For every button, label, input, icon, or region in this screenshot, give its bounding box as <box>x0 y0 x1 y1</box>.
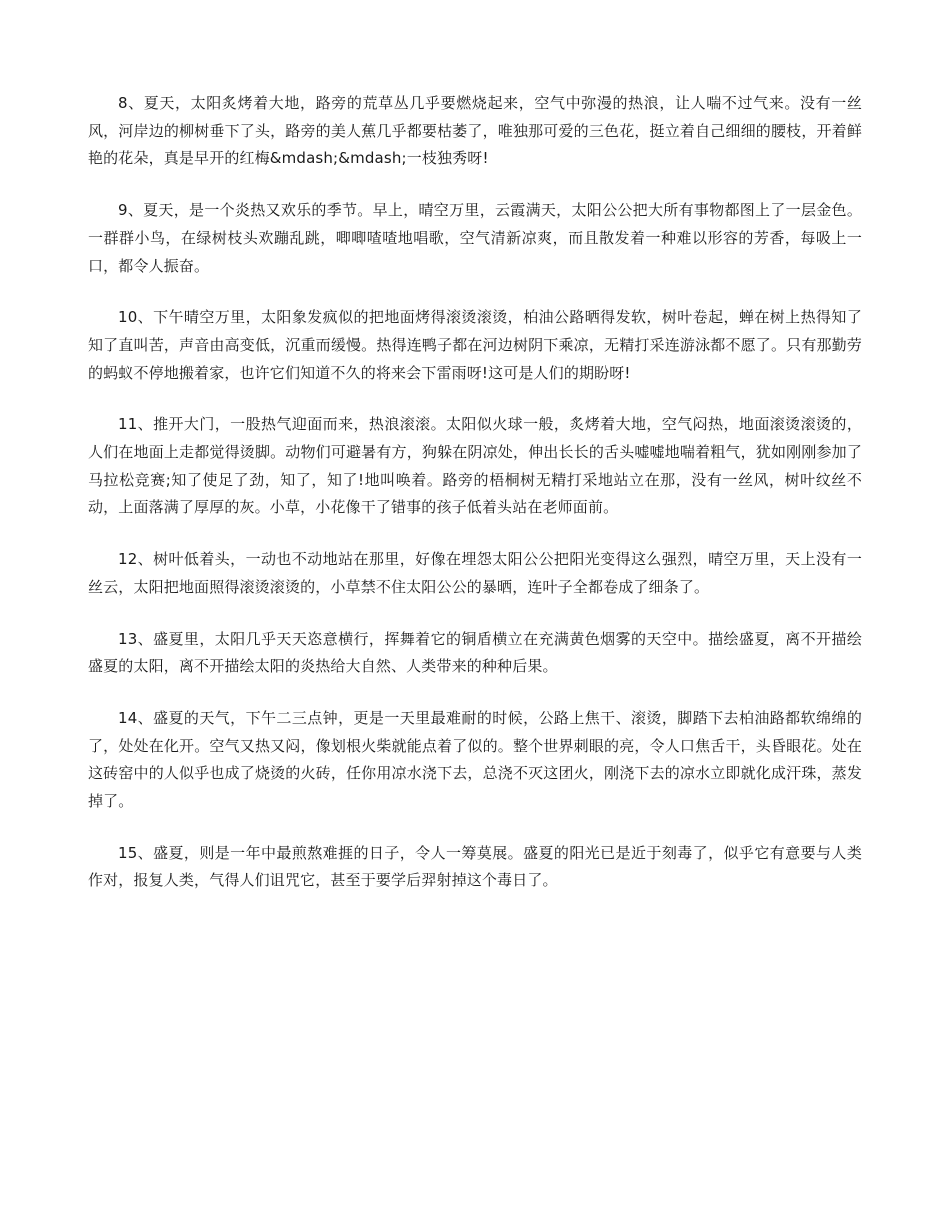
paragraph-8: 8、夏天，太阳炙烤着大地，路旁的荒草丛几乎要燃烧起来，空气中弥漫的热浪，让人喘不过气来。没有一丝风，河岸边的柳树垂下了头，路旁的美人蕉几乎都要枯萎了，唯独那可爱的三色花，挺立着自己细细的腰枝，开着鲜艳的花朵，真是早开的红梅&mdash;&mdash;一枝独秀呀! <box>88 94 862 168</box>
paragraph-14: 14、盛夏的天气，下午二三点钟，更是一天里最难耐的时候，公路上焦干、滚烫，脚踏下去柏油路都软绵绵的了，处处在化开。空气又热又闷，像划根火柴就能点着了似的。整个世界刺眼的亮，令人口焦舌干，头昏眼花。处在这砖窑中的人似乎也成了烧烫的火砖，任你用凉水浇下去，总浇不灭这团火，刚浇下去的凉水立即就化成汗珠，蒸发掉了。 <box>88 708 862 811</box>
document-body <box>88 90 862 919</box>
paragraph-15: 15、盛夏，则是一年中最煎熬难捱的日子，令人一筹莫展。盛夏的阳光已是近于刻毒了，似乎它有意要与人类作对，报复人类，气得人们诅咒它，甚至于要学后羿射掉这个毒日了。 <box>88 843 862 890</box>
paragraph-13: 13、盛夏里，太阳几乎天天恣意横行，挥舞着它的铜盾横立在充满黄色烟雾的天空中。描绘盛夏，离不开描绘盛夏的太阳，离不开描绘太阳的炎热给大自然、人类带来的种种后果。 <box>88 629 862 676</box>
paragraph-12: 12、树叶低着头，一动也不动地站在那里，好像在埋怨太阳公公把阳光变得这么强烈，晴空万里，天上没有一丝云，太阳把地面照得滚烫滚烫的，小草禁不住太阳公公的暴晒，连叶子全都卷成了细条了。 <box>88 550 862 596</box>
paragraph-11: 11、推开大门，一股热气迎面而来，热浪滚滚。太阳似火球一般，炙烤着大地，空气闷热，地面滚烫滚烫的，人们在地面上走都觉得烫脚。动物们可避暑有方，狗躲在阴凉处，伸出长长的舌头嘘嘘地喘着粗气，犹如刚刚参加了马拉松竞赛;知了使足了劲，知了，知了!地叫唤着。路旁的梧桐树无精打采地站立在那，没有一丝风，树叶纹丝不动，上面落满了厚厚的灰。小草，小花像干了错事的孩子低着头站在老师面前。 <box>88 415 862 517</box>
paragraph-9: 9、夏天，是一个炎热又欢乐的季节。早上，晴空万里，云霞满天，太阳公公把大所有事物都图上了一层金色。一群群小鸟，在绿树枝头欢蹦乱跳，唧唧喳喳地唱歌，空气清新凉爽，而且散发着一种难以形容的芳香，每吸上一口，都令人振奋。 <box>88 201 862 275</box>
paragraph-10: 10、下午晴空万里，太阳象发疯似的把地面烤得滚烫滚烫，柏油公路晒得发软，树叶卷起，蝉在树上热得知了知了直叫苦，声音由高变低，沉重而缓慢。热得连鸭子都在河边树阴下乘凉，无精打采连游泳都不愿了。只有那勤劳的蚂蚁不停地搬着家，也许它们知道不久的将来会下雷雨呀!这可是人们的期盼呀! <box>88 308 862 382</box>
